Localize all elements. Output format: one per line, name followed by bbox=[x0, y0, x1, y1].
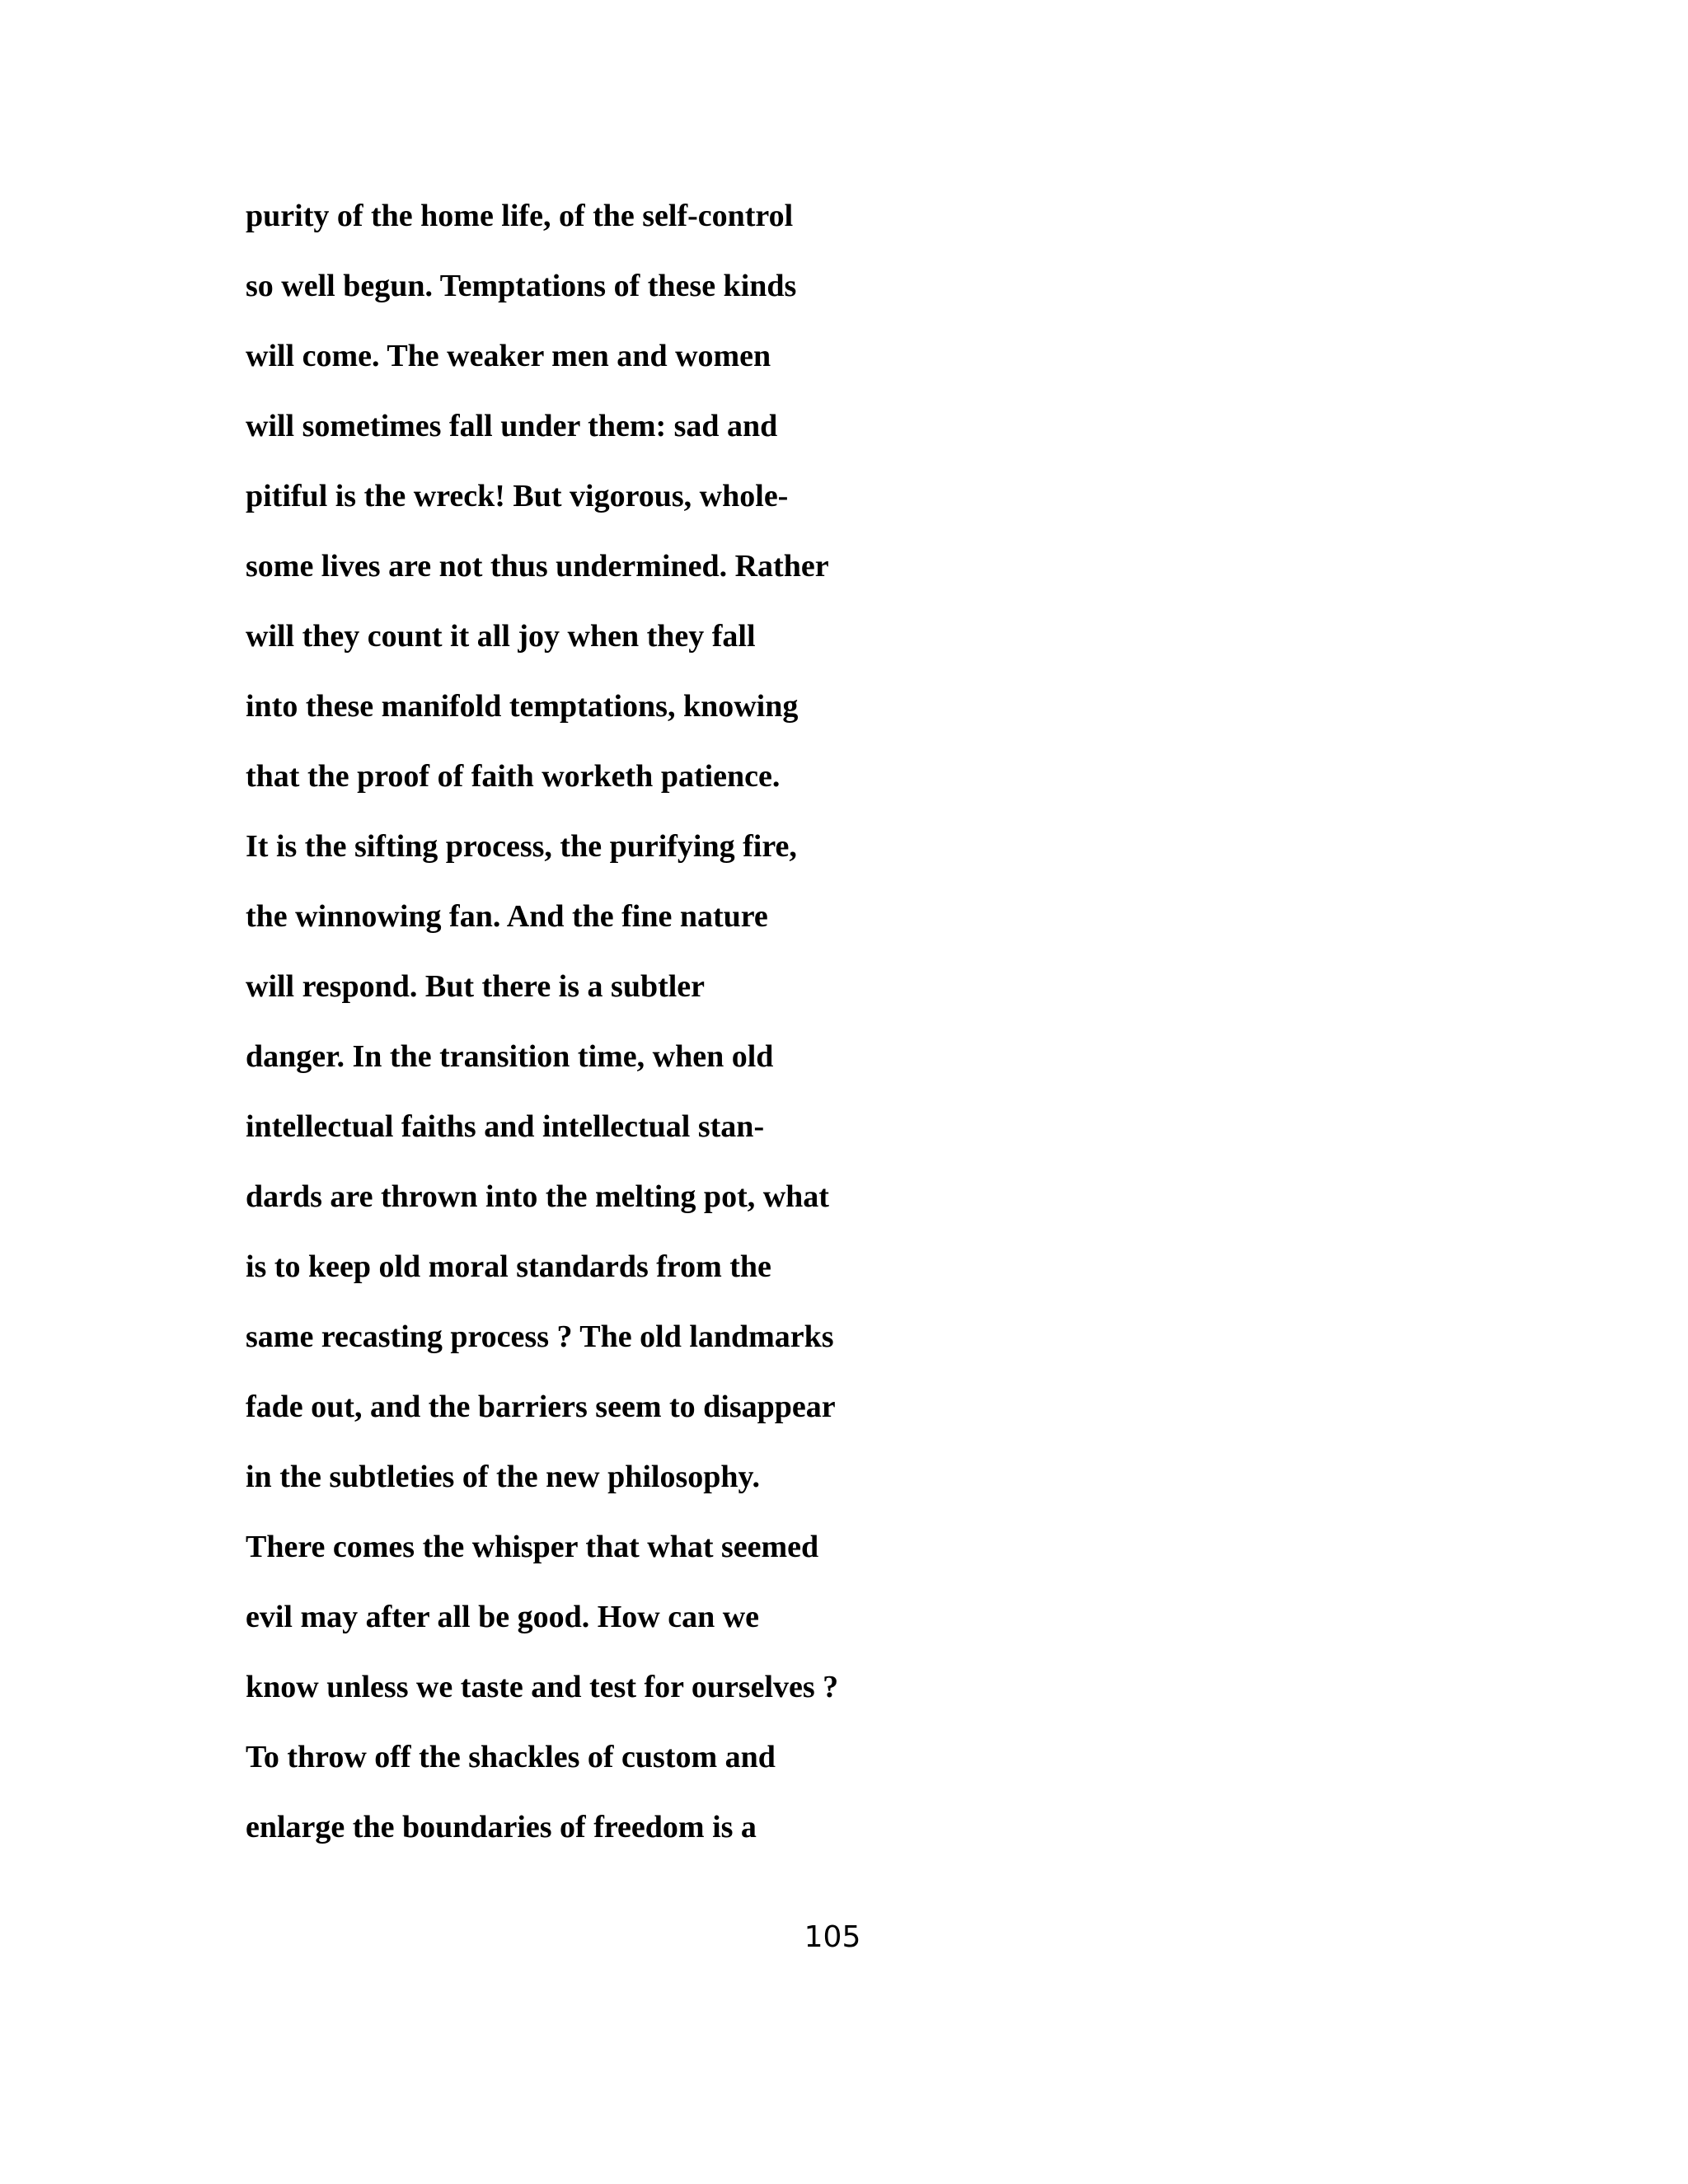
text-line: There comes the whisper that what seemed bbox=[246, 1530, 819, 1564]
text-line: will they count it all joy when they fall bbox=[246, 619, 756, 654]
text-line: the winnowing fan. And the fine nature bbox=[246, 899, 768, 934]
text-line: dards are thrown into the melting pot, what bbox=[246, 1179, 829, 1214]
text-line: danger. In the transition time, when old bbox=[246, 1039, 774, 1074]
text-line: intellectual faiths and intellectual stan- bbox=[246, 1109, 765, 1144]
text-line: It is the sifting process, the purifying fire, bbox=[246, 829, 797, 864]
text-line: so well begun. Temptations of these kinds bbox=[246, 269, 797, 303]
text-line: is to keep old moral standards from the bbox=[246, 1249, 771, 1284]
text-line: in the subtleties of the new philosophy. bbox=[246, 1460, 760, 1494]
text-line: To throw off the shackles of custom and bbox=[246, 1740, 776, 1774]
page-number: 105 bbox=[804, 1920, 861, 1954]
text-line: will sometimes fall under them: sad and bbox=[246, 409, 778, 443]
text-line: some lives are not thus undermined. Rather bbox=[246, 549, 829, 583]
text-line: into these manifold temptations, knowing bbox=[246, 689, 799, 724]
text-line: same recasting process ? The old landmarks bbox=[246, 1319, 834, 1354]
body-text bbox=[246, 190, 838, 1871]
text-line: will come. The weaker men and women bbox=[246, 339, 771, 373]
text-line: know unless we taste and test for ourselves ? bbox=[246, 1670, 839, 1704]
text-line: enlarge the boundaries of freedom is a bbox=[246, 1810, 757, 1844]
text-line: that the proof of faith worketh patience. bbox=[246, 759, 781, 794]
text-line: pitiful is the wreck! But vigorous, whole- bbox=[246, 479, 789, 513]
text-line: evil may after all be good. How can we bbox=[246, 1600, 760, 1634]
text-line: purity of the home life, of the self-control bbox=[246, 199, 794, 233]
text-line: will respond. But there is a subtler bbox=[246, 969, 706, 1004]
text-line: fade out, and the barriers seem to disappear bbox=[246, 1390, 836, 1424]
